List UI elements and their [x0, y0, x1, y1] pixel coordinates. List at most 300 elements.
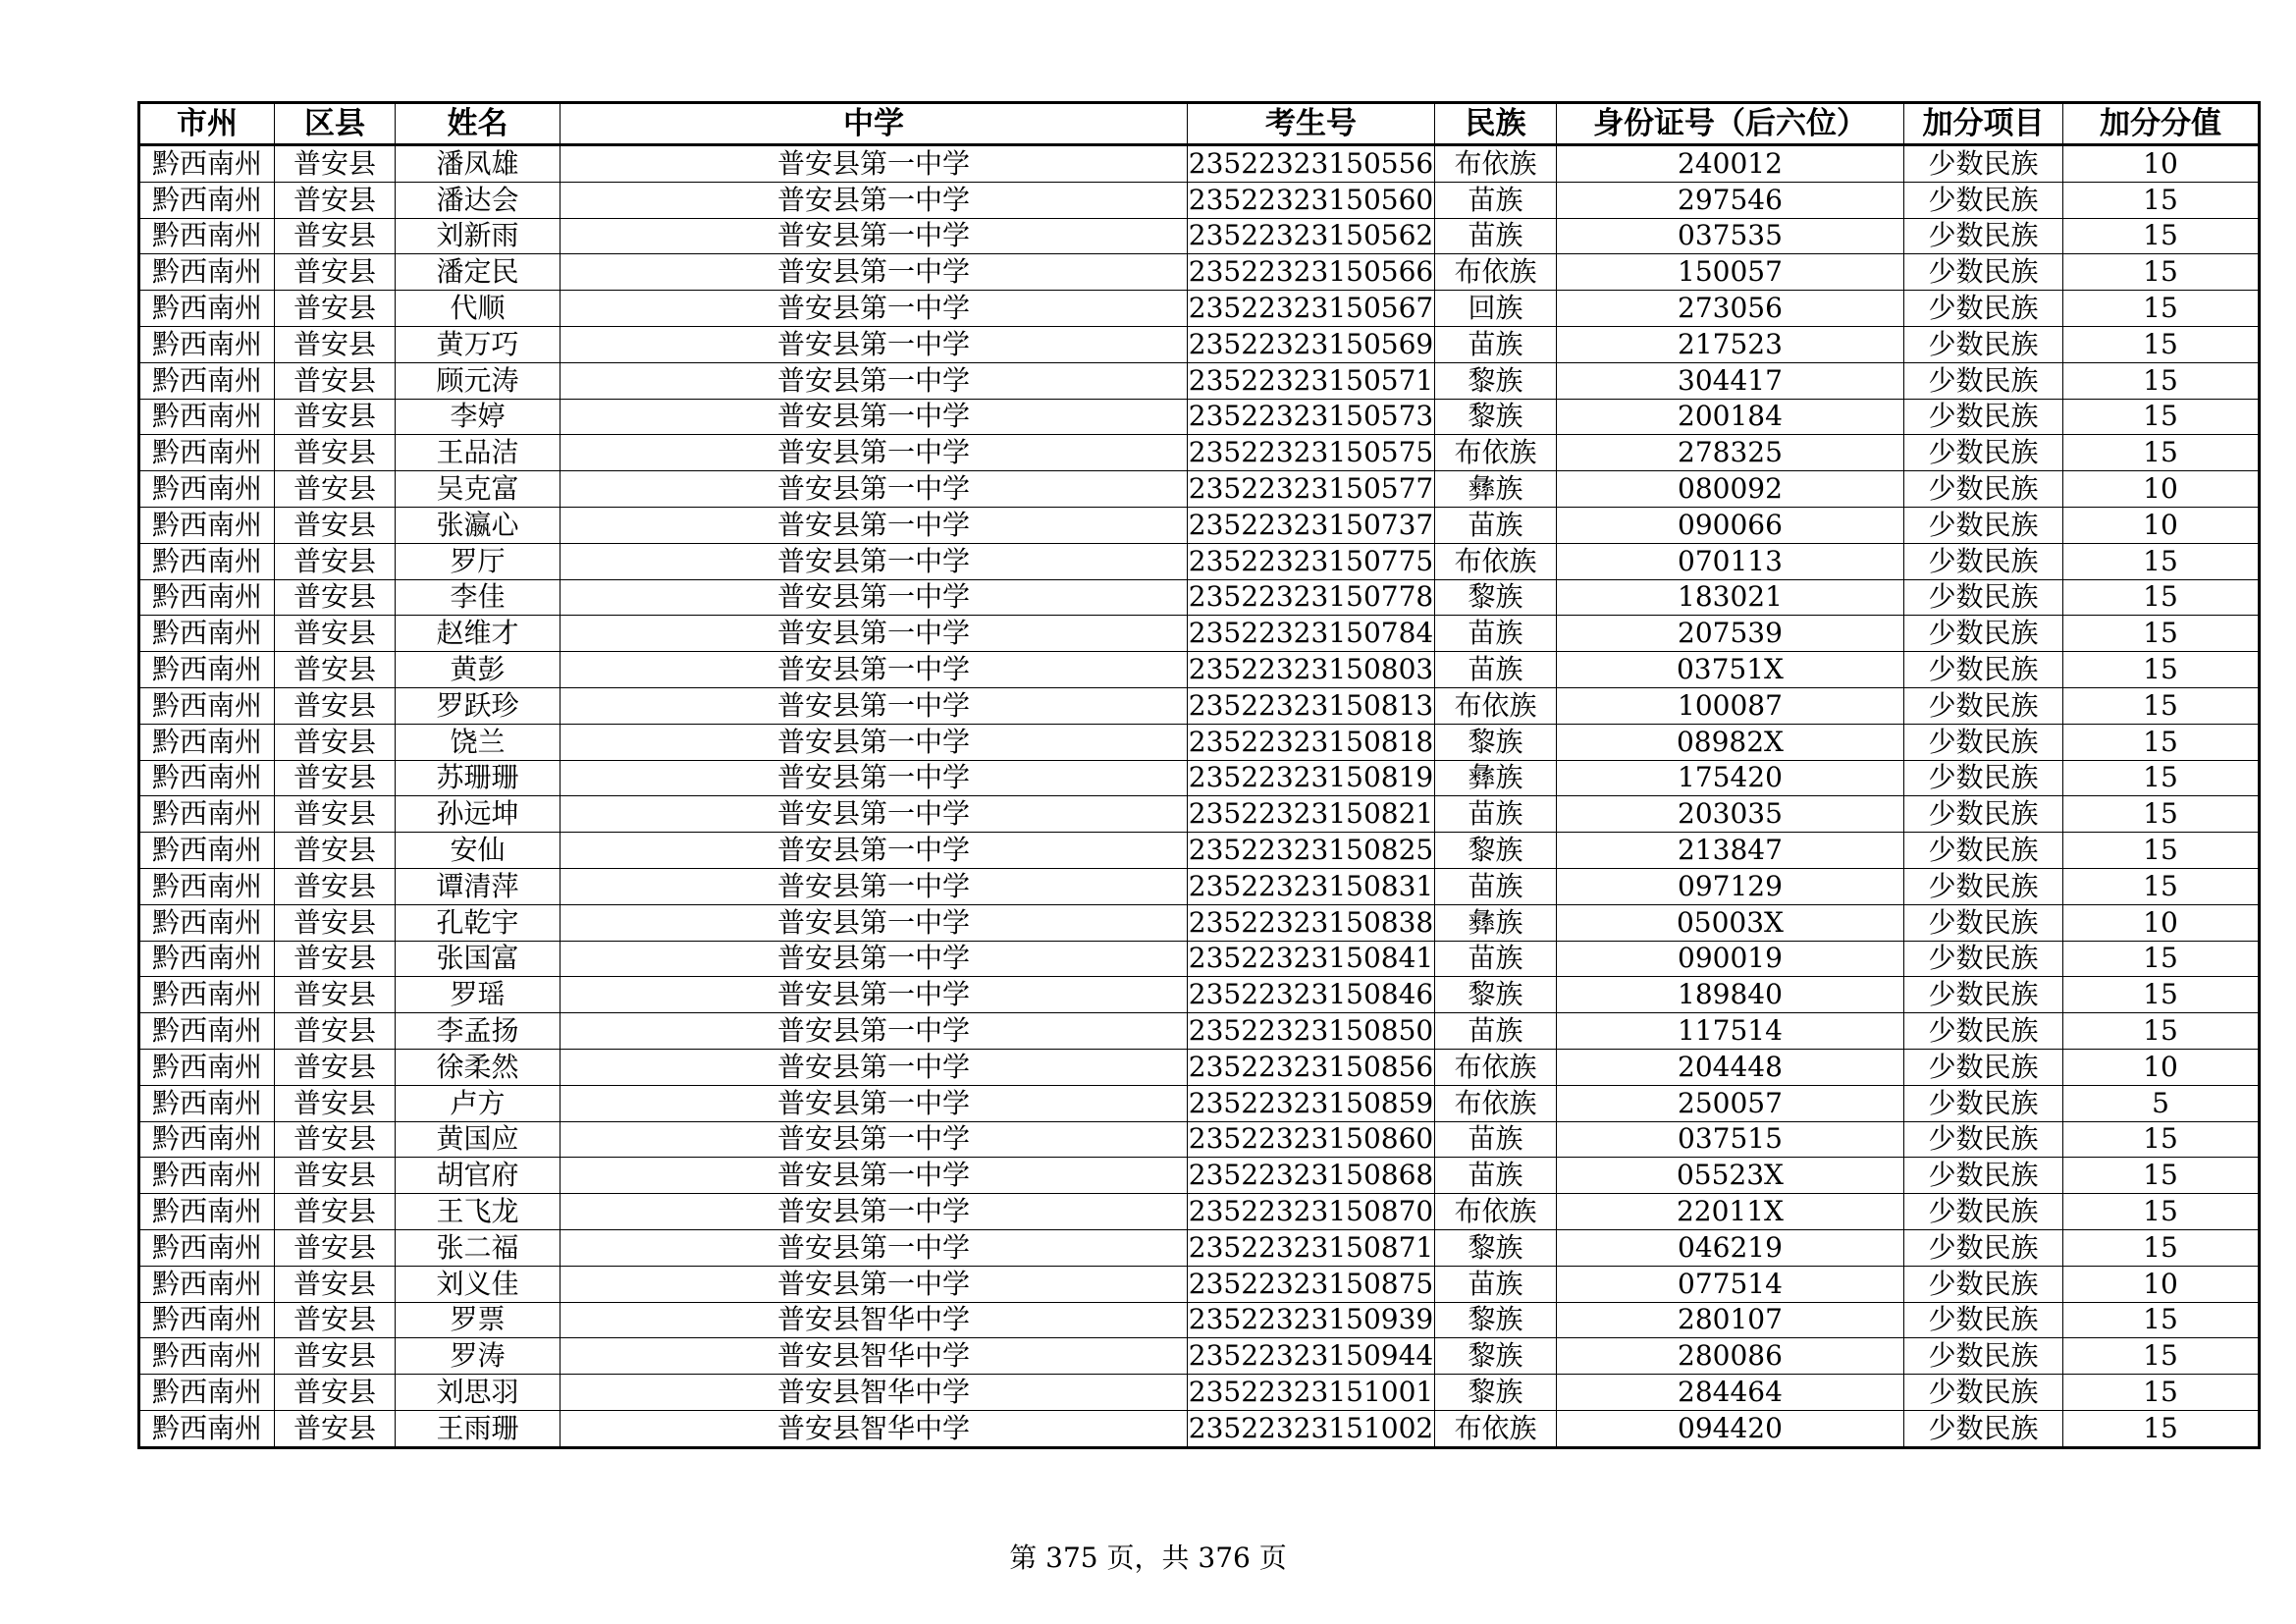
- bonus-value-cell: 15: [2063, 254, 2260, 291]
- bonus-item-cell: 少数民族: [1904, 543, 2063, 579]
- table-row: [139, 471, 2260, 508]
- county-cell: 普安县: [275, 218, 396, 254]
- id-last-six-cell: 100087: [1557, 687, 1904, 724]
- school-cell: 普安县第一中学: [561, 1158, 1188, 1194]
- city-cell: 黔西南州: [139, 977, 275, 1013]
- school-cell: 普安县第一中学: [561, 977, 1188, 1013]
- bonus-item-cell: 少数民族: [1904, 1194, 2063, 1230]
- table-row: [139, 1229, 2260, 1266]
- table-row: [139, 652, 2260, 688]
- school-cell: 普安县第一中学: [561, 435, 1188, 471]
- bonus-value-cell: 15: [2063, 687, 2260, 724]
- county-cell: 普安县: [275, 616, 396, 652]
- table-row: [139, 1338, 2260, 1375]
- bonus-value-cell: 10: [2063, 145, 2260, 183]
- id-last-six-cell: 240012: [1557, 145, 1904, 183]
- county-cell: 普安县: [275, 182, 396, 218]
- school-cell: 普安县第一中学: [561, 145, 1188, 183]
- ethnicity-cell: 布依族: [1435, 687, 1557, 724]
- name-cell: 黄万巧: [396, 326, 561, 362]
- id-last-six-cell: 250057: [1557, 1085, 1904, 1121]
- name-cell: 罗瑶: [396, 977, 561, 1013]
- exam-number-cell: 23522323150825: [1188, 833, 1435, 869]
- table-row: [139, 904, 2260, 941]
- bonus-item-cell: 少数民族: [1904, 1121, 2063, 1158]
- bonus-value-cell: 15: [2063, 616, 2260, 652]
- bonus-value-cell: 15: [2063, 868, 2260, 904]
- bonus-value-cell: 15: [2063, 399, 2260, 435]
- county-cell: 普安县: [275, 471, 396, 508]
- school-cell: 普安县第一中学: [561, 1085, 1188, 1121]
- exam-number-cell: 23522323150846: [1188, 977, 1435, 1013]
- school-cell: 普安县第一中学: [561, 652, 1188, 688]
- table-row: [139, 1375, 2260, 1411]
- name-cell: 孙远坤: [396, 796, 561, 833]
- county-cell: 普安县: [275, 687, 396, 724]
- county-cell: 普安县: [275, 399, 396, 435]
- header-county: 区县: [275, 103, 396, 145]
- school-cell: 普安县第一中学: [561, 760, 1188, 796]
- exam-number-cell: 23522323150813: [1188, 687, 1435, 724]
- name-cell: 刘新雨: [396, 218, 561, 254]
- ethnicity-cell: 布依族: [1435, 1049, 1557, 1085]
- bonus-item-cell: 少数民族: [1904, 326, 2063, 362]
- county-cell: 普安县: [275, 326, 396, 362]
- school-cell: 普安县第一中学: [561, 254, 1188, 291]
- id-last-six-cell: 280107: [1557, 1302, 1904, 1338]
- name-cell: 张瀛心: [396, 507, 561, 543]
- city-cell: 黔西南州: [139, 833, 275, 869]
- name-cell: 罗厅: [396, 543, 561, 579]
- ethnicity-cell: 苗族: [1435, 796, 1557, 833]
- table-row: [139, 362, 2260, 399]
- bonus-item-cell: 少数民族: [1904, 941, 2063, 977]
- county-cell: 普安县: [275, 1121, 396, 1158]
- bonus-value-cell: 15: [2063, 796, 2260, 833]
- bonus-value-cell: 15: [2063, 326, 2260, 362]
- ethnicity-cell: 苗族: [1435, 326, 1557, 362]
- header-id-last-six: 身份证号（后六位）: [1557, 103, 1904, 145]
- county-cell: 普安县: [275, 652, 396, 688]
- table-row: [139, 182, 2260, 218]
- ethnicity-cell: 苗族: [1435, 868, 1557, 904]
- id-last-six-cell: 213847: [1557, 833, 1904, 869]
- table-row: [139, 1121, 2260, 1158]
- ethnicity-cell: 苗族: [1435, 652, 1557, 688]
- id-last-six-cell: 097129: [1557, 868, 1904, 904]
- bonus-item-cell: 少数民族: [1904, 1229, 2063, 1266]
- school-cell: 普安县第一中学: [561, 579, 1188, 616]
- school-cell: 普安县第一中学: [561, 471, 1188, 508]
- table-row: [139, 1013, 2260, 1050]
- bonus-value-cell: 15: [2063, 977, 2260, 1013]
- bonus-item-cell: 少数民族: [1904, 579, 2063, 616]
- school-cell: 普安县第一中学: [561, 833, 1188, 869]
- bonus-item-cell: 少数民族: [1904, 1013, 2063, 1050]
- exam-number-cell: 23522323150778: [1188, 579, 1435, 616]
- school-cell: 普安县第一中学: [561, 218, 1188, 254]
- name-cell: 李婷: [396, 399, 561, 435]
- bonus-value-cell: 15: [2063, 941, 2260, 977]
- city-cell: 黔西南州: [139, 1049, 275, 1085]
- ethnicity-cell: 黎族: [1435, 724, 1557, 760]
- table-row: [139, 724, 2260, 760]
- exam-number-cell: 23522323150577: [1188, 471, 1435, 508]
- table-row: [139, 977, 2260, 1013]
- id-last-six-cell: 273056: [1557, 291, 1904, 327]
- ethnicity-cell: 苗族: [1435, 1121, 1557, 1158]
- table-row: [139, 1049, 2260, 1085]
- exam-number-cell: 23522323150856: [1188, 1049, 1435, 1085]
- school-cell: 普安县第一中学: [561, 399, 1188, 435]
- county-cell: 普安县: [275, 435, 396, 471]
- table-row: [139, 218, 2260, 254]
- name-cell: 潘凤雄: [396, 145, 561, 183]
- table-row: [139, 507, 2260, 543]
- county-cell: 普安县: [275, 1338, 396, 1375]
- table-row: [139, 254, 2260, 291]
- exam-number-cell: 23522323150573: [1188, 399, 1435, 435]
- county-cell: 普安县: [275, 977, 396, 1013]
- city-cell: 黔西南州: [139, 868, 275, 904]
- ethnicity-cell: 苗族: [1435, 1266, 1557, 1302]
- county-cell: 普安县: [275, 254, 396, 291]
- bonus-item-cell: 少数民族: [1904, 904, 2063, 941]
- exam-number-cell: 23522323151001: [1188, 1375, 1435, 1411]
- id-last-six-cell: 090019: [1557, 941, 1904, 977]
- school-cell: 普安县第一中学: [561, 941, 1188, 977]
- header-bonus-item: 加分项目: [1904, 103, 2063, 145]
- bonus-item-cell: 少数民族: [1904, 652, 2063, 688]
- bonus-value-cell: 15: [2063, 435, 2260, 471]
- table-row: [139, 941, 2260, 977]
- id-last-six-cell: 117514: [1557, 1013, 1904, 1050]
- exam-number-cell: 23522323150821: [1188, 796, 1435, 833]
- name-cell: 王雨珊: [396, 1410, 561, 1447]
- table-row: [139, 326, 2260, 362]
- id-last-six-cell: 090066: [1557, 507, 1904, 543]
- exam-number-cell: 23522323150784: [1188, 616, 1435, 652]
- ethnicity-cell: 苗族: [1435, 1158, 1557, 1194]
- id-last-six-cell: 080092: [1557, 471, 1904, 508]
- bonus-value-cell: 10: [2063, 1049, 2260, 1085]
- bonus-item-cell: 少数民族: [1904, 1410, 2063, 1447]
- city-cell: 黔西南州: [139, 904, 275, 941]
- table-row: [139, 1410, 2260, 1447]
- exam-number-cell: 23522323150566: [1188, 254, 1435, 291]
- id-last-six-cell: 278325: [1557, 435, 1904, 471]
- id-last-six-cell: 094420: [1557, 1410, 1904, 1447]
- bonus-value-cell: 15: [2063, 1375, 2260, 1411]
- school-cell: 普安县第一中学: [561, 724, 1188, 760]
- county-cell: 普安县: [275, 291, 396, 327]
- bonus-value-cell: 15: [2063, 579, 2260, 616]
- table-row: [139, 1266, 2260, 1302]
- city-cell: 黔西南州: [139, 182, 275, 218]
- ethnicity-cell: 黎族: [1435, 399, 1557, 435]
- bonus-item-cell: 少数民族: [1904, 1049, 2063, 1085]
- ethnicity-cell: 彝族: [1435, 904, 1557, 941]
- county-cell: 普安县: [275, 724, 396, 760]
- bonus-value-cell: 15: [2063, 1158, 2260, 1194]
- county-cell: 普安县: [275, 1085, 396, 1121]
- city-cell: 黔西南州: [139, 435, 275, 471]
- county-cell: 普安县: [275, 145, 396, 183]
- county-cell: 普安县: [275, 579, 396, 616]
- exam-number-cell: 23522323150737: [1188, 507, 1435, 543]
- exam-number-cell: 23522323150567: [1188, 291, 1435, 327]
- school-cell: 普安县第一中学: [561, 1266, 1188, 1302]
- school-cell: 普安县第一中学: [561, 1121, 1188, 1158]
- name-cell: 王品洁: [396, 435, 561, 471]
- bonus-item-cell: 少数民族: [1904, 868, 2063, 904]
- city-cell: 黔西南州: [139, 579, 275, 616]
- name-cell: 李佳: [396, 579, 561, 616]
- exam-number-cell: 23522323150560: [1188, 182, 1435, 218]
- bonus-item-cell: 少数民族: [1904, 435, 2063, 471]
- bonus-value-cell: 5: [2063, 1085, 2260, 1121]
- school-cell: 普安县第一中学: [561, 1013, 1188, 1050]
- city-cell: 黔西南州: [139, 1229, 275, 1266]
- table-row: [139, 1158, 2260, 1194]
- county-cell: 普安县: [275, 362, 396, 399]
- name-cell: 刘思羽: [396, 1375, 561, 1411]
- table-row: [139, 543, 2260, 579]
- bonus-item-cell: 少数民族: [1904, 977, 2063, 1013]
- exam-number-cell: 23522323150944: [1188, 1338, 1435, 1375]
- table-header: [139, 103, 2260, 145]
- county-cell: 普安县: [275, 904, 396, 941]
- name-cell: 潘达会: [396, 182, 561, 218]
- ethnicity-cell: 布依族: [1435, 435, 1557, 471]
- city-cell: 黔西南州: [139, 1013, 275, 1050]
- city-cell: 黔西南州: [139, 543, 275, 579]
- table-row: [139, 1085, 2260, 1121]
- school-cell: 普安县智华中学: [561, 1375, 1188, 1411]
- ethnicity-cell: 布依族: [1435, 145, 1557, 183]
- school-cell: 普安县第一中学: [561, 362, 1188, 399]
- name-cell: 张国富: [396, 941, 561, 977]
- name-cell: 罗涛: [396, 1338, 561, 1375]
- school-cell: 普安县第一中学: [561, 904, 1188, 941]
- header-exam-number: 考生号: [1188, 103, 1435, 145]
- city-cell: 黔西南州: [139, 1121, 275, 1158]
- city-cell: 黔西南州: [139, 291, 275, 327]
- exam-number-cell: 23522323150562: [1188, 218, 1435, 254]
- school-cell: 普安县第一中学: [561, 1229, 1188, 1266]
- table-row: [139, 399, 2260, 435]
- bonus-item-cell: 少数民族: [1904, 291, 2063, 327]
- id-last-six-cell: 05003X: [1557, 904, 1904, 941]
- table-row: [139, 579, 2260, 616]
- id-last-six-cell: 207539: [1557, 616, 1904, 652]
- ethnicity-cell: 苗族: [1435, 1013, 1557, 1050]
- ethnicity-cell: 彝族: [1435, 471, 1557, 508]
- city-cell: 黔西南州: [139, 616, 275, 652]
- table-row: [139, 1302, 2260, 1338]
- ethnicity-cell: 苗族: [1435, 616, 1557, 652]
- bonus-value-cell: 15: [2063, 724, 2260, 760]
- ethnicity-cell: 苗族: [1435, 182, 1557, 218]
- exam-number-cell: 23522323150850: [1188, 1013, 1435, 1050]
- exam-number-cell: 23522323150569: [1188, 326, 1435, 362]
- exam-number-cell: 23522323150831: [1188, 868, 1435, 904]
- bonus-value-cell: 10: [2063, 507, 2260, 543]
- county-cell: 普安县: [275, 1410, 396, 1447]
- school-cell: 普安县智华中学: [561, 1410, 1188, 1447]
- name-cell: 黄国应: [396, 1121, 561, 1158]
- id-last-six-cell: 297546: [1557, 182, 1904, 218]
- id-last-six-cell: 037515: [1557, 1121, 1904, 1158]
- city-cell: 黔西南州: [139, 399, 275, 435]
- bonus-value-cell: 15: [2063, 1302, 2260, 1338]
- school-cell: 普安县第一中学: [561, 616, 1188, 652]
- bonus-value-cell: 15: [2063, 1229, 2260, 1266]
- bonus-item-cell: 少数民族: [1904, 471, 2063, 508]
- ethnicity-cell: 黎族: [1435, 1375, 1557, 1411]
- table-row: [139, 796, 2260, 833]
- bonus-value-cell: 15: [2063, 833, 2260, 869]
- exam-number-cell: 23522323150859: [1188, 1085, 1435, 1121]
- exam-number-cell: 23522323150868: [1188, 1158, 1435, 1194]
- exam-number-cell: 23522323150803: [1188, 652, 1435, 688]
- school-cell: 普安县第一中学: [561, 796, 1188, 833]
- school-cell: 普安县智华中学: [561, 1338, 1188, 1375]
- name-cell: 黄彭: [396, 652, 561, 688]
- name-cell: 潘定民: [396, 254, 561, 291]
- table-row: [139, 291, 2260, 327]
- bonus-value-cell: 15: [2063, 182, 2260, 218]
- bonus-item-cell: 少数民族: [1904, 1338, 2063, 1375]
- exam-number-cell: 23522323150838: [1188, 904, 1435, 941]
- bonus-item-cell: 少数民族: [1904, 833, 2063, 869]
- id-last-six-cell: 217523: [1557, 326, 1904, 362]
- exam-number-cell: 23522323150939: [1188, 1302, 1435, 1338]
- county-cell: 普安县: [275, 1266, 396, 1302]
- bonus-value-cell: 15: [2063, 1410, 2260, 1447]
- id-last-six-cell: 05523X: [1557, 1158, 1904, 1194]
- county-cell: 普安县: [275, 543, 396, 579]
- bonus-item-cell: 少数民族: [1904, 362, 2063, 399]
- city-cell: 黔西南州: [139, 1410, 275, 1447]
- table-row: [139, 760, 2260, 796]
- bonus-value-cell: 10: [2063, 904, 2260, 941]
- county-cell: 普安县: [275, 1049, 396, 1085]
- city-cell: 黔西南州: [139, 1194, 275, 1230]
- id-last-six-cell: 070113: [1557, 543, 1904, 579]
- id-last-six-cell: 037535: [1557, 218, 1904, 254]
- name-cell: 顾元涛: [396, 362, 561, 399]
- name-cell: 罗票: [396, 1302, 561, 1338]
- bonus-item-cell: 少数民族: [1904, 145, 2063, 183]
- county-cell: 普安县: [275, 760, 396, 796]
- ethnicity-cell: 苗族: [1435, 218, 1557, 254]
- bonus-item-cell: 少数民族: [1904, 1266, 2063, 1302]
- school-cell: 普安县第一中学: [561, 1049, 1188, 1085]
- bonus-item-cell: 少数民族: [1904, 796, 2063, 833]
- exam-number-cell: 23522323150775: [1188, 543, 1435, 579]
- bonus-value-cell: 15: [2063, 218, 2260, 254]
- city-cell: 黔西南州: [139, 1085, 275, 1121]
- exam-number-cell: 23522323150819: [1188, 760, 1435, 796]
- name-cell: 代顺: [396, 291, 561, 327]
- id-last-six-cell: 150057: [1557, 254, 1904, 291]
- id-last-six-cell: 203035: [1557, 796, 1904, 833]
- ethnicity-cell: 回族: [1435, 291, 1557, 327]
- bonus-value-cell: 15: [2063, 1194, 2260, 1230]
- county-cell: 普安县: [275, 796, 396, 833]
- name-cell: 苏珊珊: [396, 760, 561, 796]
- bonus-value-cell: 15: [2063, 1338, 2260, 1375]
- county-cell: 普安县: [275, 1013, 396, 1050]
- page-footer: 第 375 页，共 376 页: [1009, 1542, 1287, 1574]
- ethnicity-cell: 黎族: [1435, 579, 1557, 616]
- exam-number-cell: 23522323151002: [1188, 1410, 1435, 1447]
- exam-number-cell: 23522323150871: [1188, 1229, 1435, 1266]
- table-row: [139, 833, 2260, 869]
- bonus-item-cell: 少数民族: [1904, 218, 2063, 254]
- name-cell: 饶兰: [396, 724, 561, 760]
- city-cell: 黔西南州: [139, 362, 275, 399]
- city-cell: 黔西南州: [139, 760, 275, 796]
- ethnicity-cell: 彝族: [1435, 760, 1557, 796]
- header-ethnicity: 民族: [1435, 103, 1557, 145]
- ethnicity-cell: 黎族: [1435, 977, 1557, 1013]
- county-cell: 普安县: [275, 1229, 396, 1266]
- school-cell: 普安县第一中学: [561, 291, 1188, 327]
- bonus-value-cell: 15: [2063, 362, 2260, 399]
- ethnicity-cell: 黎族: [1435, 1229, 1557, 1266]
- name-cell: 李孟扬: [396, 1013, 561, 1050]
- city-cell: 黔西南州: [139, 507, 275, 543]
- ethnicity-cell: 黎族: [1435, 1338, 1557, 1375]
- bonus-value-cell: 15: [2063, 543, 2260, 579]
- exam-number-cell: 23522323150875: [1188, 1266, 1435, 1302]
- bonus-points-table: [137, 101, 2261, 1449]
- name-cell: 赵维才: [396, 616, 561, 652]
- id-last-six-cell: 03751X: [1557, 652, 1904, 688]
- table-row: [139, 687, 2260, 724]
- bonus-item-cell: 少数民族: [1904, 254, 2063, 291]
- id-last-six-cell: 183021: [1557, 579, 1904, 616]
- ethnicity-cell: 布依族: [1435, 1194, 1557, 1230]
- id-last-six-cell: 046219: [1557, 1229, 1904, 1266]
- name-cell: 刘义佳: [396, 1266, 561, 1302]
- id-last-six-cell: 08982X: [1557, 724, 1904, 760]
- ethnicity-cell: 布依族: [1435, 543, 1557, 579]
- table-row: [139, 1194, 2260, 1230]
- exam-number-cell: 23522323150860: [1188, 1121, 1435, 1158]
- id-last-six-cell: 280086: [1557, 1338, 1904, 1375]
- city-cell: 黔西南州: [139, 1158, 275, 1194]
- ethnicity-cell: 苗族: [1435, 507, 1557, 543]
- table-row: [139, 868, 2260, 904]
- bonus-value-cell: 15: [2063, 760, 2260, 796]
- city-cell: 黔西南州: [139, 724, 275, 760]
- bonus-item-cell: 少数民族: [1904, 1085, 2063, 1121]
- table-row: [139, 435, 2260, 471]
- county-cell: 普安县: [275, 1158, 396, 1194]
- name-cell: 胡官府: [396, 1158, 561, 1194]
- bonus-item-cell: 少数民族: [1904, 1375, 2063, 1411]
- bonus-item-cell: 少数民族: [1904, 399, 2063, 435]
- header-city: 市州: [139, 103, 275, 145]
- county-cell: 普安县: [275, 507, 396, 543]
- ethnicity-cell: 布依族: [1435, 1410, 1557, 1447]
- school-cell: 普安县第一中学: [561, 1194, 1188, 1230]
- ethnicity-cell: 苗族: [1435, 941, 1557, 977]
- ethnicity-cell: 布依族: [1435, 1085, 1557, 1121]
